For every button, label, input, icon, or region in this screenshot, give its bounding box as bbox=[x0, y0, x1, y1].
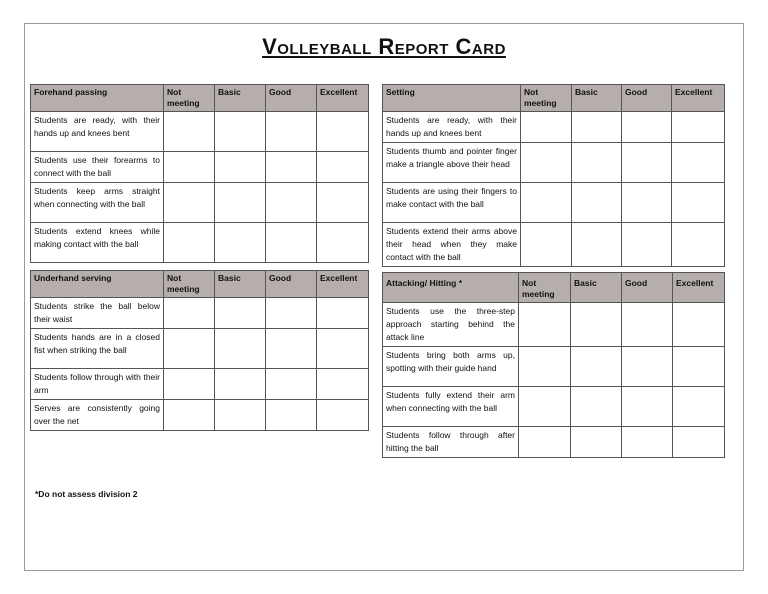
rating-cell[interactable] bbox=[622, 387, 673, 427]
rating-cell[interactable] bbox=[215, 369, 266, 400]
rating-cell[interactable] bbox=[622, 143, 672, 183]
rating-cell[interactable] bbox=[215, 152, 266, 183]
table-row bbox=[383, 112, 725, 143]
level-not-meeting: Not meeting bbox=[164, 85, 215, 112]
rating-cell[interactable] bbox=[266, 369, 317, 400]
rating-cell[interactable] bbox=[622, 303, 673, 347]
rating-cell[interactable] bbox=[164, 329, 215, 369]
rating-cell[interactable] bbox=[571, 303, 622, 347]
rating-cell[interactable] bbox=[572, 183, 622, 223]
level-basic: Basic bbox=[571, 273, 622, 303]
table-row bbox=[31, 298, 369, 329]
criterion-text: Students keep arms straight when connecting with the ball bbox=[31, 183, 164, 223]
rating-cell[interactable] bbox=[266, 183, 317, 223]
rating-cell[interactable] bbox=[317, 223, 369, 263]
rating-cell[interactable] bbox=[266, 223, 317, 263]
rating-cell[interactable] bbox=[519, 303, 571, 347]
rating-cell[interactable] bbox=[519, 347, 571, 387]
rating-cell[interactable] bbox=[317, 298, 369, 329]
table-row bbox=[383, 223, 725, 267]
criterion-text: Students bring both arms up, spotting with their guide hand bbox=[383, 347, 519, 387]
level-good: Good bbox=[622, 85, 672, 112]
level-not-meeting: Not meeting bbox=[519, 273, 571, 303]
rating-cell[interactable] bbox=[521, 143, 572, 183]
criterion-text: Serves are consistently going over the net bbox=[31, 400, 164, 431]
rating-cell[interactable] bbox=[571, 347, 622, 387]
rating-cell[interactable] bbox=[673, 387, 725, 427]
table-row bbox=[31, 223, 369, 263]
rating-cell[interactable] bbox=[622, 223, 672, 267]
level-basic: Basic bbox=[215, 271, 266, 298]
rating-cell[interactable] bbox=[519, 427, 571, 458]
table-row bbox=[31, 152, 369, 183]
criterion-text: Students hands are in a closed fist when striking the ball bbox=[31, 329, 164, 369]
attacking-hitting-table bbox=[382, 272, 725, 458]
rating-cell[interactable] bbox=[164, 369, 215, 400]
rating-cell[interactable] bbox=[572, 143, 622, 183]
level-excellent: Excellent bbox=[672, 85, 725, 112]
rating-cell[interactable] bbox=[622, 183, 672, 223]
rating-cell[interactable] bbox=[215, 223, 266, 263]
rating-cell[interactable] bbox=[317, 400, 369, 431]
rating-cell[interactable] bbox=[519, 387, 571, 427]
rating-cell[interactable] bbox=[164, 223, 215, 263]
rating-cell[interactable] bbox=[673, 303, 725, 347]
setting-table bbox=[382, 84, 725, 267]
rating-cell[interactable] bbox=[521, 112, 572, 143]
level-basic: Basic bbox=[215, 85, 266, 112]
rating-cell[interactable] bbox=[672, 112, 725, 143]
table-row bbox=[383, 387, 725, 427]
rating-cell[interactable] bbox=[266, 152, 317, 183]
criterion-text: Students follow through with their arm bbox=[31, 369, 164, 400]
criterion-text: Students follow through after hitting the ball bbox=[383, 427, 519, 458]
criterion-text: Students are ready, with their hands up and knees bent bbox=[383, 112, 521, 143]
rating-cell[interactable] bbox=[572, 112, 622, 143]
rating-cell[interactable] bbox=[164, 298, 215, 329]
rating-cell[interactable] bbox=[622, 112, 672, 143]
table-row bbox=[383, 183, 725, 223]
level-excellent: Excellent bbox=[317, 271, 369, 298]
rating-cell[interactable] bbox=[571, 387, 622, 427]
rating-cell[interactable] bbox=[266, 112, 317, 152]
rating-cell[interactable] bbox=[672, 223, 725, 267]
rating-cell[interactable] bbox=[572, 223, 622, 267]
rating-cell[interactable] bbox=[215, 183, 266, 223]
table-header-row bbox=[383, 85, 725, 112]
rating-cell[interactable] bbox=[164, 400, 215, 431]
criterion-text: Students fully extend their arm when connecting with the ball bbox=[383, 387, 519, 427]
table-row bbox=[383, 347, 725, 387]
criterion-text: Students strike the ball below their waist bbox=[31, 298, 164, 329]
rating-cell[interactable] bbox=[521, 183, 572, 223]
rating-cell[interactable] bbox=[317, 369, 369, 400]
rating-cell[interactable] bbox=[215, 112, 266, 152]
rating-cell[interactable] bbox=[215, 400, 266, 431]
level-not-meeting: Not meeting bbox=[521, 85, 572, 112]
criterion-text: Students extend knees while making contact with the ball bbox=[31, 223, 164, 263]
level-good: Good bbox=[266, 85, 317, 112]
criterion-text: Students use the three-step approach starting behind the attack line bbox=[383, 303, 519, 347]
criterion-text: Students thumb and pointer finger make a triangle above their head bbox=[383, 143, 521, 183]
rating-cell[interactable] bbox=[164, 183, 215, 223]
section-heading: Forehand passing bbox=[31, 85, 164, 112]
forehand-passing-table bbox=[30, 84, 369, 263]
section-heading: Underhand serving bbox=[31, 271, 164, 298]
rating-cell[interactable] bbox=[215, 298, 266, 329]
rating-cell[interactable] bbox=[622, 427, 673, 458]
criterion-text: Students are using their fingers to make contact with the ball bbox=[383, 183, 521, 223]
level-good: Good bbox=[622, 273, 673, 303]
level-good: Good bbox=[266, 271, 317, 298]
underhand-serving-table bbox=[30, 270, 369, 431]
rating-cell[interactable] bbox=[215, 329, 266, 369]
rating-cell[interactable] bbox=[164, 112, 215, 152]
table-row bbox=[383, 303, 725, 347]
table-row bbox=[31, 369, 369, 400]
level-excellent: Excellent bbox=[317, 85, 369, 112]
rating-cell[interactable] bbox=[622, 347, 673, 387]
level-excellent: Excellent bbox=[673, 273, 725, 303]
table-header-row bbox=[383, 273, 725, 303]
rating-cell[interactable] bbox=[317, 329, 369, 369]
section-heading: Attacking/ Hitting * bbox=[383, 273, 519, 303]
rating-cell[interactable] bbox=[266, 298, 317, 329]
table-row bbox=[383, 427, 725, 458]
table-header-row bbox=[31, 85, 369, 112]
section-heading: Setting bbox=[383, 85, 521, 112]
table-row bbox=[383, 143, 725, 183]
criterion-text: Students are ready, with their hands up and knees bent bbox=[31, 112, 164, 152]
criterion-text: Students extend their arms above their head when they make contact with the ball bbox=[383, 223, 521, 267]
rating-cell[interactable] bbox=[521, 223, 572, 267]
table-row bbox=[31, 329, 369, 369]
rating-cell[interactable] bbox=[317, 112, 369, 152]
rating-cell[interactable] bbox=[571, 427, 622, 458]
rating-cell[interactable] bbox=[672, 183, 725, 223]
criterion-text: Students use their forearms to connect with the ball bbox=[31, 152, 164, 183]
rating-cell[interactable] bbox=[673, 347, 725, 387]
level-basic: Basic bbox=[572, 85, 622, 112]
rating-cell[interactable] bbox=[317, 183, 369, 223]
rating-cell[interactable] bbox=[266, 400, 317, 431]
table-row bbox=[31, 183, 369, 223]
rating-cell[interactable] bbox=[673, 427, 725, 458]
footnote: *Do not assess division 2 bbox=[35, 489, 138, 499]
table-row bbox=[31, 112, 369, 152]
rating-cell[interactable] bbox=[266, 329, 317, 369]
rating-cell[interactable] bbox=[317, 152, 369, 183]
rating-cell[interactable] bbox=[672, 143, 725, 183]
table-header-row bbox=[31, 271, 369, 298]
table-row bbox=[31, 400, 369, 431]
rating-cell[interactable] bbox=[164, 152, 215, 183]
page-title: Volleyball Report Card bbox=[262, 34, 506, 59]
level-not-meeting: Not meeting bbox=[164, 271, 215, 298]
